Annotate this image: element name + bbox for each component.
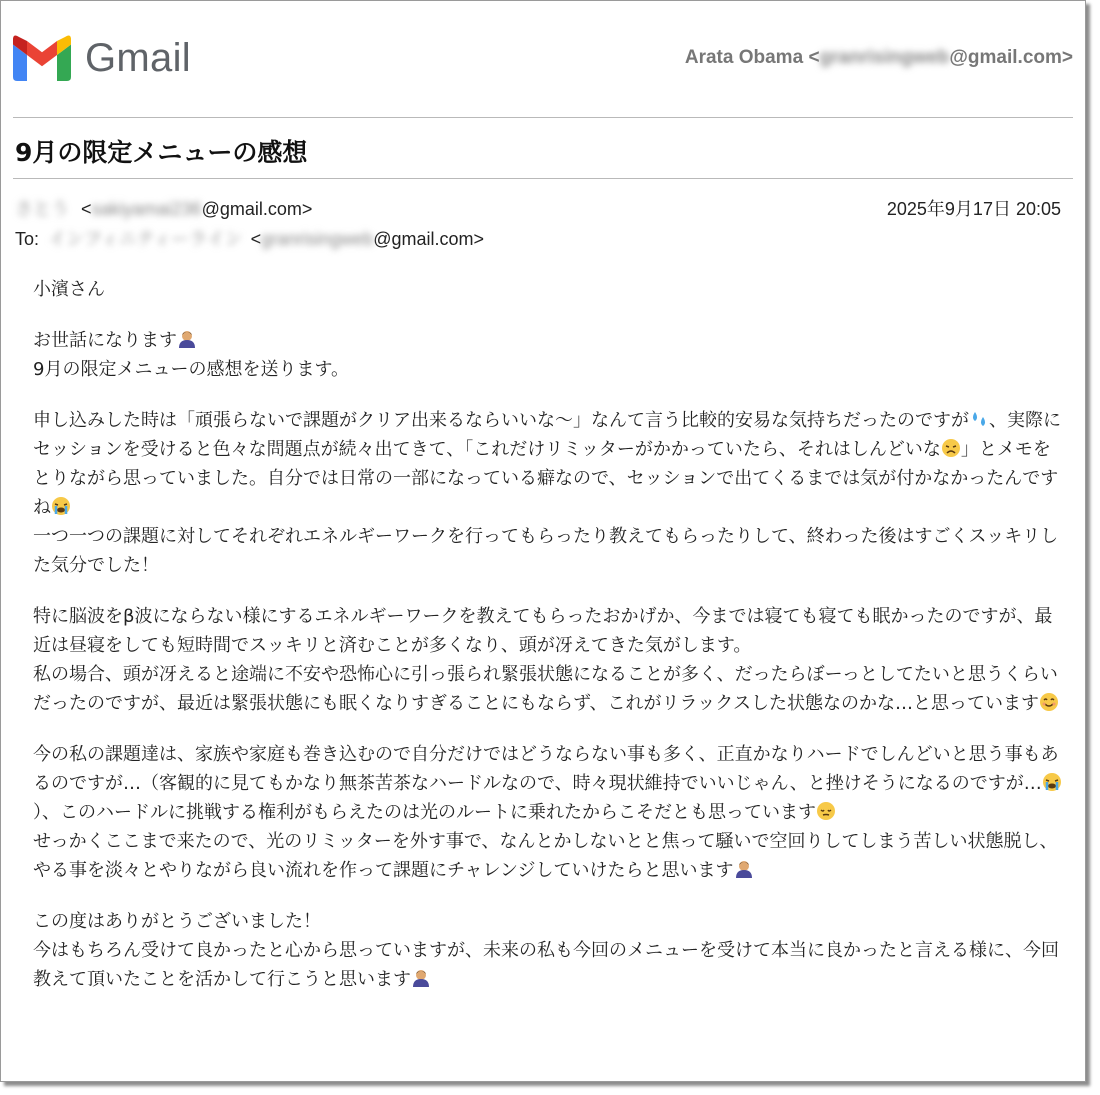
pensive-face-emoji (816, 801, 836, 821)
body-text: お世話になります (33, 330, 177, 351)
sender-name-hidden: さとう (15, 199, 69, 219)
recipient-name-hidden: インフィニティーライン (48, 229, 243, 249)
crying-face-emoji (51, 496, 71, 516)
crying-face-emoji (1042, 772, 1062, 792)
sender-email-hidden: sakiyamai236 (91, 199, 202, 219)
body-text: 9月の限定メニューの感想を送ります。 (33, 359, 350, 380)
to-label: To: (15, 229, 40, 249)
greeting: 小濱さん (33, 279, 105, 300)
body-text: 特に脳波をβ波にならない様にするエネルギーワークを教えてもらったおかげか、今までは寝ても寝ても眠かったのですが、最近は昼寝をしても短時間でスッキリと済むことが多くなり、頭が冴えてきた気がします。 (33, 606, 1053, 656)
account-email-domain: @gmail.com> (949, 47, 1073, 68)
sweat-droplets-emoji (969, 409, 989, 429)
email-date: 2025年9月17日 20:05 (886, 199, 1061, 219)
gmail-logo[interactable] (13, 35, 191, 81)
recipient-email-hidden: granrisingweb (261, 229, 374, 249)
smiling-face-emoji (1039, 692, 1059, 712)
body-paragraph-5 (33, 907, 1063, 994)
body-text: 申し込みした時は「頑張らないで課題がクリア出来るならいいな〜」なんて言う比較的安易な気持ちだったのですが (33, 410, 969, 431)
body-paragraph-3 (33, 602, 1063, 718)
body-paragraph-1 (33, 326, 1063, 384)
body-text: 、実際にセッションを受けると色々な問題点が続々出てきて、「これだけリミッターがかかっていたら、それはしんどいな (33, 410, 1061, 460)
body-text: この度はありがとうございました！ (33, 911, 321, 932)
recipient-line: To: インフィニティーライン <granrisingweb@gmail.com> (15, 225, 484, 251)
account-email-open: < (808, 47, 820, 68)
body-paragraph-4 (33, 740, 1063, 885)
body-text: 」とメモをとりながら思っていました。自分では日常の一部になっている癖なので、セッションで出てくるまでは気が付かなかったんですね (33, 439, 1059, 518)
body-paragraph-2 (33, 406, 1063, 580)
bowing-person-emoji (734, 859, 754, 879)
gmail-wordmark: Gmail (85, 35, 191, 80)
body-text: 今の私の課題達は、家族や家庭も巻き込むので自分だけではどうならない事も多く、正直かなりハードでしんどいと思う事もあるのですが…（客観的に見てもかなり無茶苦茶なハードルなので、時々現状維持でいいじゃん、と挫けそうになるのですが… (33, 744, 1059, 794)
account-name: Arata Obama (684, 47, 804, 68)
sender-line: さとう <sakiyamai236@gmail.com> (15, 195, 312, 221)
body-text: ）、このハードルに挑戦する権利がもらえたのは光のルートに乗れたからこそだとも思っています (33, 802, 816, 823)
divider-subject (13, 178, 1073, 179)
gmail-logo-icon (13, 35, 71, 81)
bowing-person-emoji (411, 968, 431, 988)
bowing-person-emoji (177, 329, 197, 349)
recipient-email-domain: @gmail.com> (373, 229, 485, 249)
email-body (33, 275, 1063, 1016)
account-info (685, 47, 1073, 69)
disappointed-face-emoji (941, 438, 961, 458)
body-text: 私の場合、頭が冴えると途端に不安や恐怖心に引っ張られ緊張状態になることが多く、だったらぼーっとしてたいと思うくらいだったのですが、最近は緊張状態にも眠くなりすぎることにもならず、これがリラックスした状態なのかな…と思っています (33, 664, 1058, 714)
email-subject: 9月の限定メニューの感想 (15, 138, 308, 167)
sender-email-domain: @gmail.com> (201, 199, 313, 219)
divider-top (13, 117, 1073, 118)
gmail-header (13, 31, 1073, 91)
body-text: 今はもちろん受けて良かったと心から思っていますが、未来の私も今回のメニューを受けて本当に良かったと言える様に、今回教えて頂いたことを活かして行こうと思います (33, 940, 1059, 990)
body-text: 一つ一つの課題に対してそれぞれエネルギーワークを行ってもらったり教えてもらったりして、終わった後はすごくスッキリした気分でした！ (33, 526, 1059, 576)
account-email-hidden: granrisingweb (819, 47, 950, 68)
body-text: せっかくここまで来たので、光のリミッターを外す事で、なんとかしないとと焦って騒いで空回りしてしまう苦しい状態脱し、やる事を淡々とやりながら良い流れを作って課題にチャレンジしていけたらと思います (33, 831, 1058, 881)
